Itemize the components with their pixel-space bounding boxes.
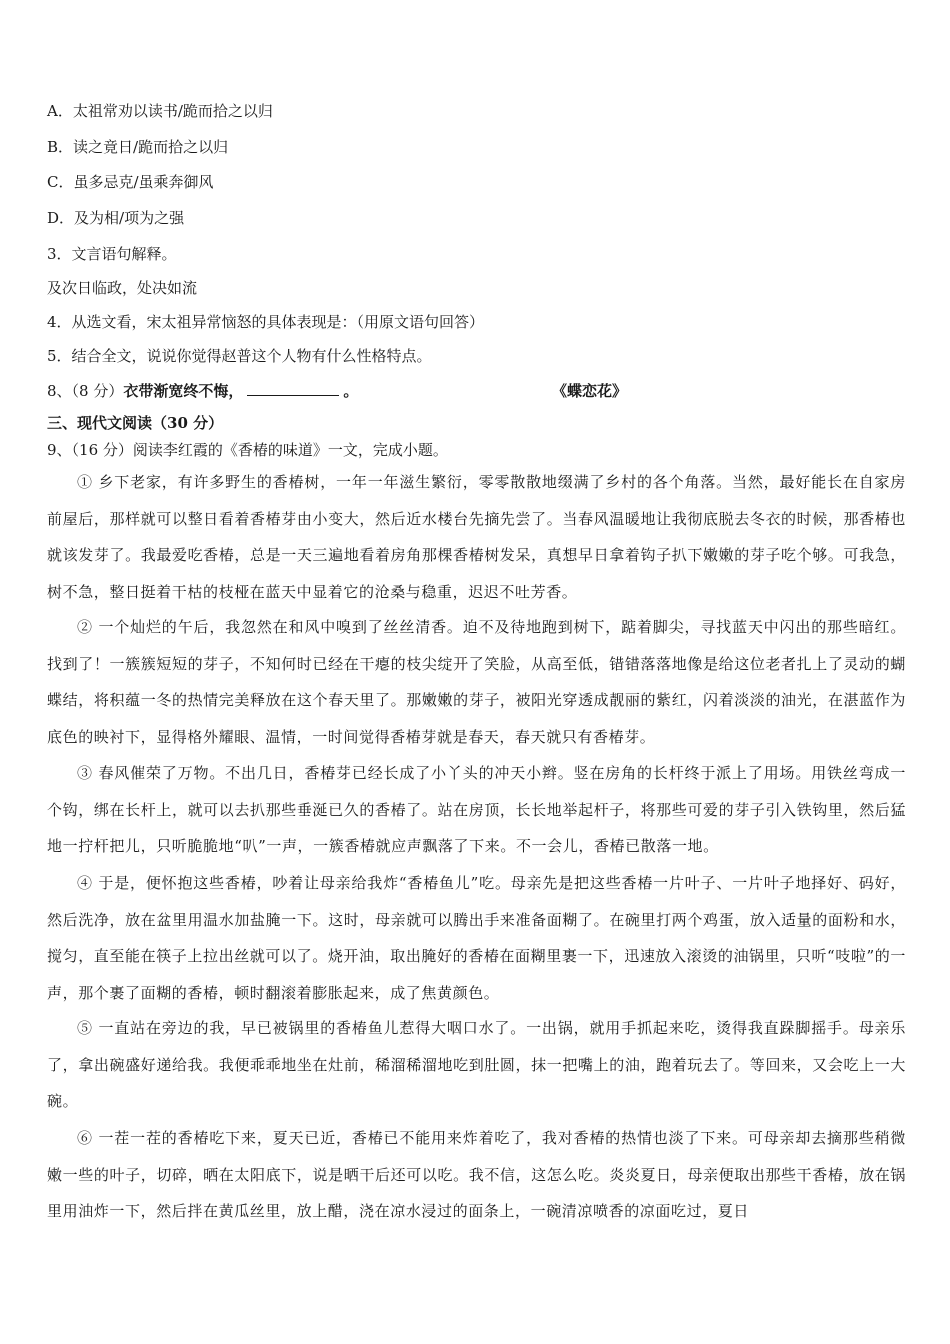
article-paragraph-6: ⑥ 一茬一茬的香椿吃下来，夏天已近，香椿已不能用来炸着吃了，我对香椿的热情也淡了下来。可母亲却去摘那些稍微嫩一些的叶子，切碎，晒在太阳底下，说是晒干后还可以吃。我不信，这怎么吃。炎炎夏日，母亲便取出那些干香椿，放在锅里用油炸一下，然后拌在黄瓜丝里，放上醋，浇在凉水浸过的面条上，一碗清凉喷香的凉面吃过，夏日 (47, 1129, 906, 1220)
section-heading: 三、现代文阅读（30 分） (47, 414, 224, 432)
poem-source: 《蝶恋花》 (552, 382, 628, 400)
question-8-end: 。 (343, 382, 359, 400)
answer-blank[interactable] (247, 381, 339, 396)
question-4: 4．从选文看，宋太祖异常恼怒的具体表现是：（用原文语句回答） (47, 313, 485, 331)
option-d: D．及为相/项为之强 (47, 209, 185, 227)
option-b: B．读之竟日/跪而拾之以归 (47, 138, 229, 156)
question-8 (47, 381, 358, 401)
question-3-sentence: 及次日临政，处决如流 (47, 279, 198, 297)
question-8-number: 8、（8 分） (47, 382, 124, 400)
question-8-text: 衣带渐宽终不悔， (123, 382, 244, 400)
article-paragraph-2: ② 一个灿烂的午后，我忽然在和风中嗅到了丝丝清香。迫不及待地跑到树下，踮着脚尖，寻找蓝天中闪出的那些暗红。找到了！一簇簇短短的芽子，不知何时已经在干瘪的枝尖绽开了笑脸，从高至低，错错落落地像是给这位老者扎上了灵动的蝴蝶结，将积蕴一冬的热情完美释放在这个春天里了。那嫩嫩的芽子，被阳光穿透成靓丽的紫红，闪着淡淡的油光，在湛蓝作为底色的映衬下，显得格外耀眼、温情，一时间觉得香椿芽就是春天，春天就只有香椿芽。 (47, 618, 906, 746)
option-a: A．太祖常劝以读书/跪而拾之以归 (47, 102, 273, 120)
article-paragraph-1: ① 乡下老家，有许多野生的香椿树，一年一年滋生繁衍，零零散散地缀满了乡村的各个角落。当然，最好能长在自家房前屋后，那样就可以整日看着香椿芽由小变大，然后近水楼台先摘先尝了。当春风温暖地让我彻底脱去冬衣的时候，那香椿也就该发芽了。我最爱吃香椿，总是一天三遍地看着房角那棵香椿树发呆，真想早日拿着钩子扒下嫩嫩的芽子吃个够。可我急，树不急，整日挺着干枯的枝桠在蓝天中显着它的沧桑与稳重，迟迟不吐芳香。 (47, 473, 906, 601)
article-paragraph-4: ④ 于是，便怀抱这些香椿，吵着让母亲给我炸“香椿鱼儿”吃。母亲先是把这些香椿一片叶子、一片叶子地择好、码好，然后洗净，放在盆里用温水加盐腌一下。这时，母亲就可以腾出手来准备面糊了。在碗里打两个鸡蛋，放入适量的面粉和水，搅匀，直至能在筷子上拉出丝就可以了。烧开油，取出腌好的香椿在面糊里裹一下，迅速放入滚烫的油锅里，只听“吱啦”的一声，那个裹了面糊的香椿，顿时翻滚着膨胀起来，成了焦黄颜色。 (47, 874, 906, 1002)
article-paragraph-5: ⑤ 一直站在旁边的我，早已被锅里的香椿鱼儿惹得大咽口水了。一出锅，就用手抓起来吃，烫得我直跺脚摇手。母亲乐了，拿出碗盛好递给我。我便乖乖地坐在灶前，稀溜稀溜地吃到肚圆，抹一把嘴上的油，跑着玩去了。等回来，又会吃上一大碗。 (47, 1019, 906, 1110)
question-5: 5．结合全文，说说你觉得赵普这个人物有什么性格特点。 (47, 347, 432, 365)
question-3-prompt: 3．文言语句解释。 (47, 245, 177, 263)
question-9: 9、（16 分）阅读李红霞的《香椿的味道》一文，完成小题。 (47, 441, 448, 459)
option-c: C．虽多忌克/虽乘奔御风 (47, 173, 214, 191)
article-paragraph-3: ③ 春风催荣了万物。不出几日，香椿芽已经长成了小丫头的冲天小辫。竖在房角的长杆终于派上了用场。用铁丝弯成一个钩，绑在长杆上，就可以去扒那些垂涎已久的香椿了。站在房顶，长长地举起杆子，将那些可爱的芽子引入铁钩里，然后猛地一拧杆把儿，只听脆脆地“叭”一声，一簇香椿就应声飘落了下来。不一会儿，香椿已散落一地。 (47, 764, 906, 855)
